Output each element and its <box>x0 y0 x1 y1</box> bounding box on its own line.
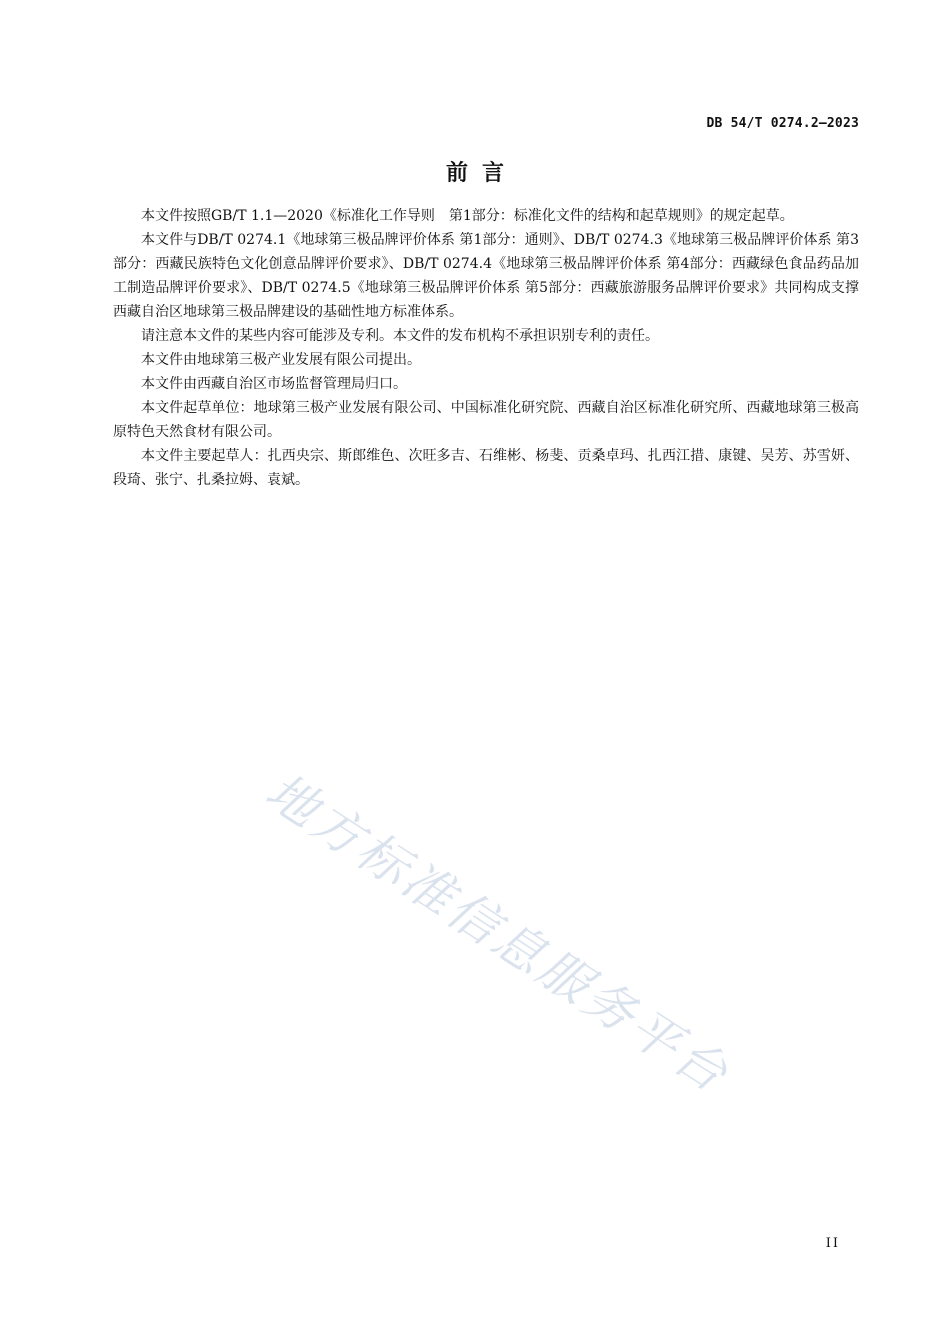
paragraph-proposer: 本文件由地球第三极产业发展有限公司提出。 <box>141 352 421 368</box>
paragraph-drafting-basis: 本文件按照GB/T 1.1—2020《标准化工作导则 第1部分：标准化文件的结构和起草规则》的规定起草。 <box>141 208 794 224</box>
document-code: DB 54/T 0274.2—2023 <box>706 116 859 131</box>
paragraph-administrator: 本文件由西藏自治区市场监督管理局归口。 <box>141 376 407 392</box>
paragraph-related-standards: 本文件与DB/T 0274.1《地球第三极品牌评价体系 第1部分：通则》、DB/T 0274.3《地球第三极品牌评价体系 第3部分：西藏民族特色文化创意品牌评价要求》、DB/T 0274.4《地球第三极品牌评价体系 第4部分：西藏绿色食品药品加工制造品牌评价要求》、DB/T 0274.5《地球第三极品牌评价体系 第5部分：西藏旅游服务品牌评价要求》共同构成支撑西藏自治区地球第三极品牌建设的基础性地方标准体系。 <box>113 232 859 320</box>
page-title: 前言 <box>445 161 518 186</box>
page-number: II <box>825 1236 840 1251</box>
watermark: 地方标准信息服务平台 <box>255 761 741 1105</box>
paragraph-drafting-units: 本文件起草单位：地球第三极产业发展有限公司、中国标准化研究院、西藏自治区标准化研究所、西藏地球第三极高原特色天然食材有限公司。 <box>113 400 859 440</box>
paragraph-patent-notice: 请注意本文件的某些内容可能涉及专利。本文件的发布机构不承担识别专利的责任。 <box>141 328 659 344</box>
foreword-body <box>113 204 859 492</box>
paragraph-drafters: 本文件主要起草人：扎西央宗、斯郎维色、次旺多吉、石维彬、杨斐、贡桑卓玛、扎西江措、康键、吴芳、苏雪妍、段琦、张宁、扎桑拉姆、袁斌。 <box>113 448 859 488</box>
